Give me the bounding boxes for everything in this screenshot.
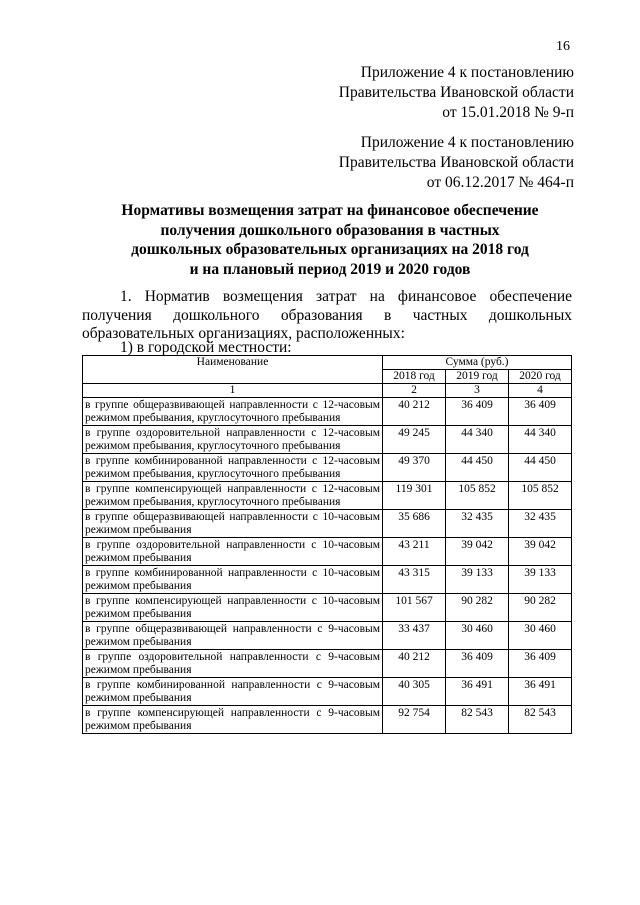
value-2019-cell: 44 450 <box>446 454 509 482</box>
value-2019-cell: 30 460 <box>446 622 509 650</box>
value-2018-cell: 40 212 <box>383 398 446 426</box>
group-name-cell: в группе оздоровительной направленности с 12-часовым режимом пребывания, круглосуточного пребывания <box>83 426 383 454</box>
value-2020-cell: 90 282 <box>509 594 572 622</box>
appendix-reference-new <box>339 63 574 123</box>
column-index: 2 <box>383 384 446 398</box>
appendix-line: Правительства Ивановской области <box>338 154 574 171</box>
table-row <box>83 426 572 454</box>
value-2020-cell: 105 852 <box>509 482 572 510</box>
value-2018-cell: 49 245 <box>383 426 446 454</box>
appendix-line: от 15.01.2018 № 9-п <box>442 104 574 121</box>
norms-table <box>82 355 572 734</box>
value-2018-cell: 33 437 <box>383 622 446 650</box>
title-line: дошкольных образовательных организациях на 2018 год <box>131 241 529 258</box>
value-2020-cell: 44 340 <box>509 426 572 454</box>
table-row <box>83 706 572 734</box>
paragraph-1: 1. Норматив возмещения затрат на финансовое обеспечение получения дошкольного образования в частных дошкольных образовательных организациях, расположенных: <box>82 288 572 342</box>
value-2020-cell: 82 543 <box>509 706 572 734</box>
group-name-cell: в группе оздоровительной направленности с 9-часовым режимом пребывания <box>83 650 383 678</box>
group-name-cell: в группе компенсирующей направленности с 9-часовым режимом пребывания <box>83 706 383 734</box>
value-2019-cell: 36 491 <box>446 678 509 706</box>
appendix-line: от 06.12.2017 № 464-п <box>426 174 574 191</box>
table-row <box>83 622 572 650</box>
table-row <box>83 454 572 482</box>
value-2018-cell: 43 315 <box>383 566 446 594</box>
title-line: и на плановый период 2019 и 2020 годов <box>189 260 471 278</box>
value-2018-cell: 119 301 <box>383 482 446 510</box>
group-name-cell: в группе общеразвивающей направленности с 10-часовым режимом пребывания <box>83 510 383 538</box>
appendix-reference-old <box>339 133 574 193</box>
value-2019-cell: 36 409 <box>446 650 509 678</box>
table-row <box>83 398 572 426</box>
value-2020-cell: 44 450 <box>509 454 572 482</box>
value-2020-cell: 39 042 <box>509 538 572 566</box>
value-2019-cell: 39 042 <box>446 538 509 566</box>
value-2019-cell: 39 133 <box>446 566 509 594</box>
appendix-line: Приложение 4 к постановлению <box>360 64 574 81</box>
value-2019-cell: 44 340 <box>446 426 509 454</box>
value-2018-cell: 92 754 <box>383 706 446 734</box>
table-row <box>83 594 572 622</box>
value-2019-cell: 32 435 <box>446 510 509 538</box>
value-2018-cell: 49 370 <box>383 454 446 482</box>
value-2018-cell: 101 567 <box>383 594 446 622</box>
value-2018-cell: 40 212 <box>383 650 446 678</box>
header-year: 2020 год <box>509 370 572 384</box>
value-2019-cell: 90 282 <box>446 594 509 622</box>
value-2020-cell: 36 409 <box>509 398 572 426</box>
column-index: 1 <box>83 384 383 398</box>
value-2020-cell: 32 435 <box>509 510 572 538</box>
table-row <box>83 678 572 706</box>
page-number: 16 <box>556 39 570 54</box>
header-year: 2018 год <box>383 370 446 384</box>
group-name-cell: в группе оздоровительной направленности с 10-часовым режимом пребывания <box>83 538 383 566</box>
value-2018-cell: 35 686 <box>383 510 446 538</box>
header-sum: Сумма (руб.) <box>383 356 572 370</box>
table-row <box>83 650 572 678</box>
table-row <box>83 482 572 510</box>
norms-table-body <box>83 398 572 734</box>
value-2020-cell: 39 133 <box>509 566 572 594</box>
value-2020-cell: 36 409 <box>509 650 572 678</box>
subparagraph-urban: 1) в городской местности: <box>120 339 292 356</box>
column-index: 4 <box>509 384 572 398</box>
column-index: 3 <box>446 384 509 398</box>
title-line: получения дошкольного образования в частных <box>160 221 500 239</box>
group-name-cell: в группе комбинированной направленности с 12-часовым режимом пребывания, круглосуточного пребывания <box>83 454 383 482</box>
group-name-cell: в группе компенсирующей направленности с 10-часовым режимом пребывания <box>83 594 383 622</box>
appendix-line: Приложение 4 к постановлению <box>360 134 574 151</box>
table-row <box>83 510 572 538</box>
value-2019-cell: 105 852 <box>446 482 509 510</box>
value-2020-cell: 30 460 <box>509 622 572 650</box>
group-name-cell: в группе комбинированной направленности с 9-часовым режимом пребывания <box>83 678 383 706</box>
value-2018-cell: 40 305 <box>383 678 446 706</box>
value-2019-cell: 36 409 <box>446 398 509 426</box>
value-2019-cell: 82 543 <box>446 706 509 734</box>
group-name-cell: в группе компенсирующей направленности с 12-часовым режимом пребывания, круглосуточного пребывания <box>83 482 383 510</box>
group-name-cell: в группе общеразвивающей направленности с 12-часовым режимом пребывания, круглосуточного пребывания <box>83 398 383 426</box>
table-row <box>83 538 572 566</box>
table-row <box>83 566 572 594</box>
header-year: 2019 год <box>446 370 509 384</box>
header-name: Наименование <box>83 356 383 384</box>
value-2020-cell: 36 491 <box>509 678 572 706</box>
group-name-cell: в группе общеразвивающей направленности с 9-часовым режимом пребывания <box>83 622 383 650</box>
appendix-line: Правительства Ивановской области <box>338 84 574 101</box>
title-line: Нормативы возмещения затрат на финансовое обеспечение <box>121 202 539 219</box>
value-2018-cell: 43 211 <box>383 538 446 566</box>
document-title <box>70 201 590 279</box>
group-name-cell: в группе комбинированной направленности с 10-часовым режимом пребывания <box>83 566 383 594</box>
